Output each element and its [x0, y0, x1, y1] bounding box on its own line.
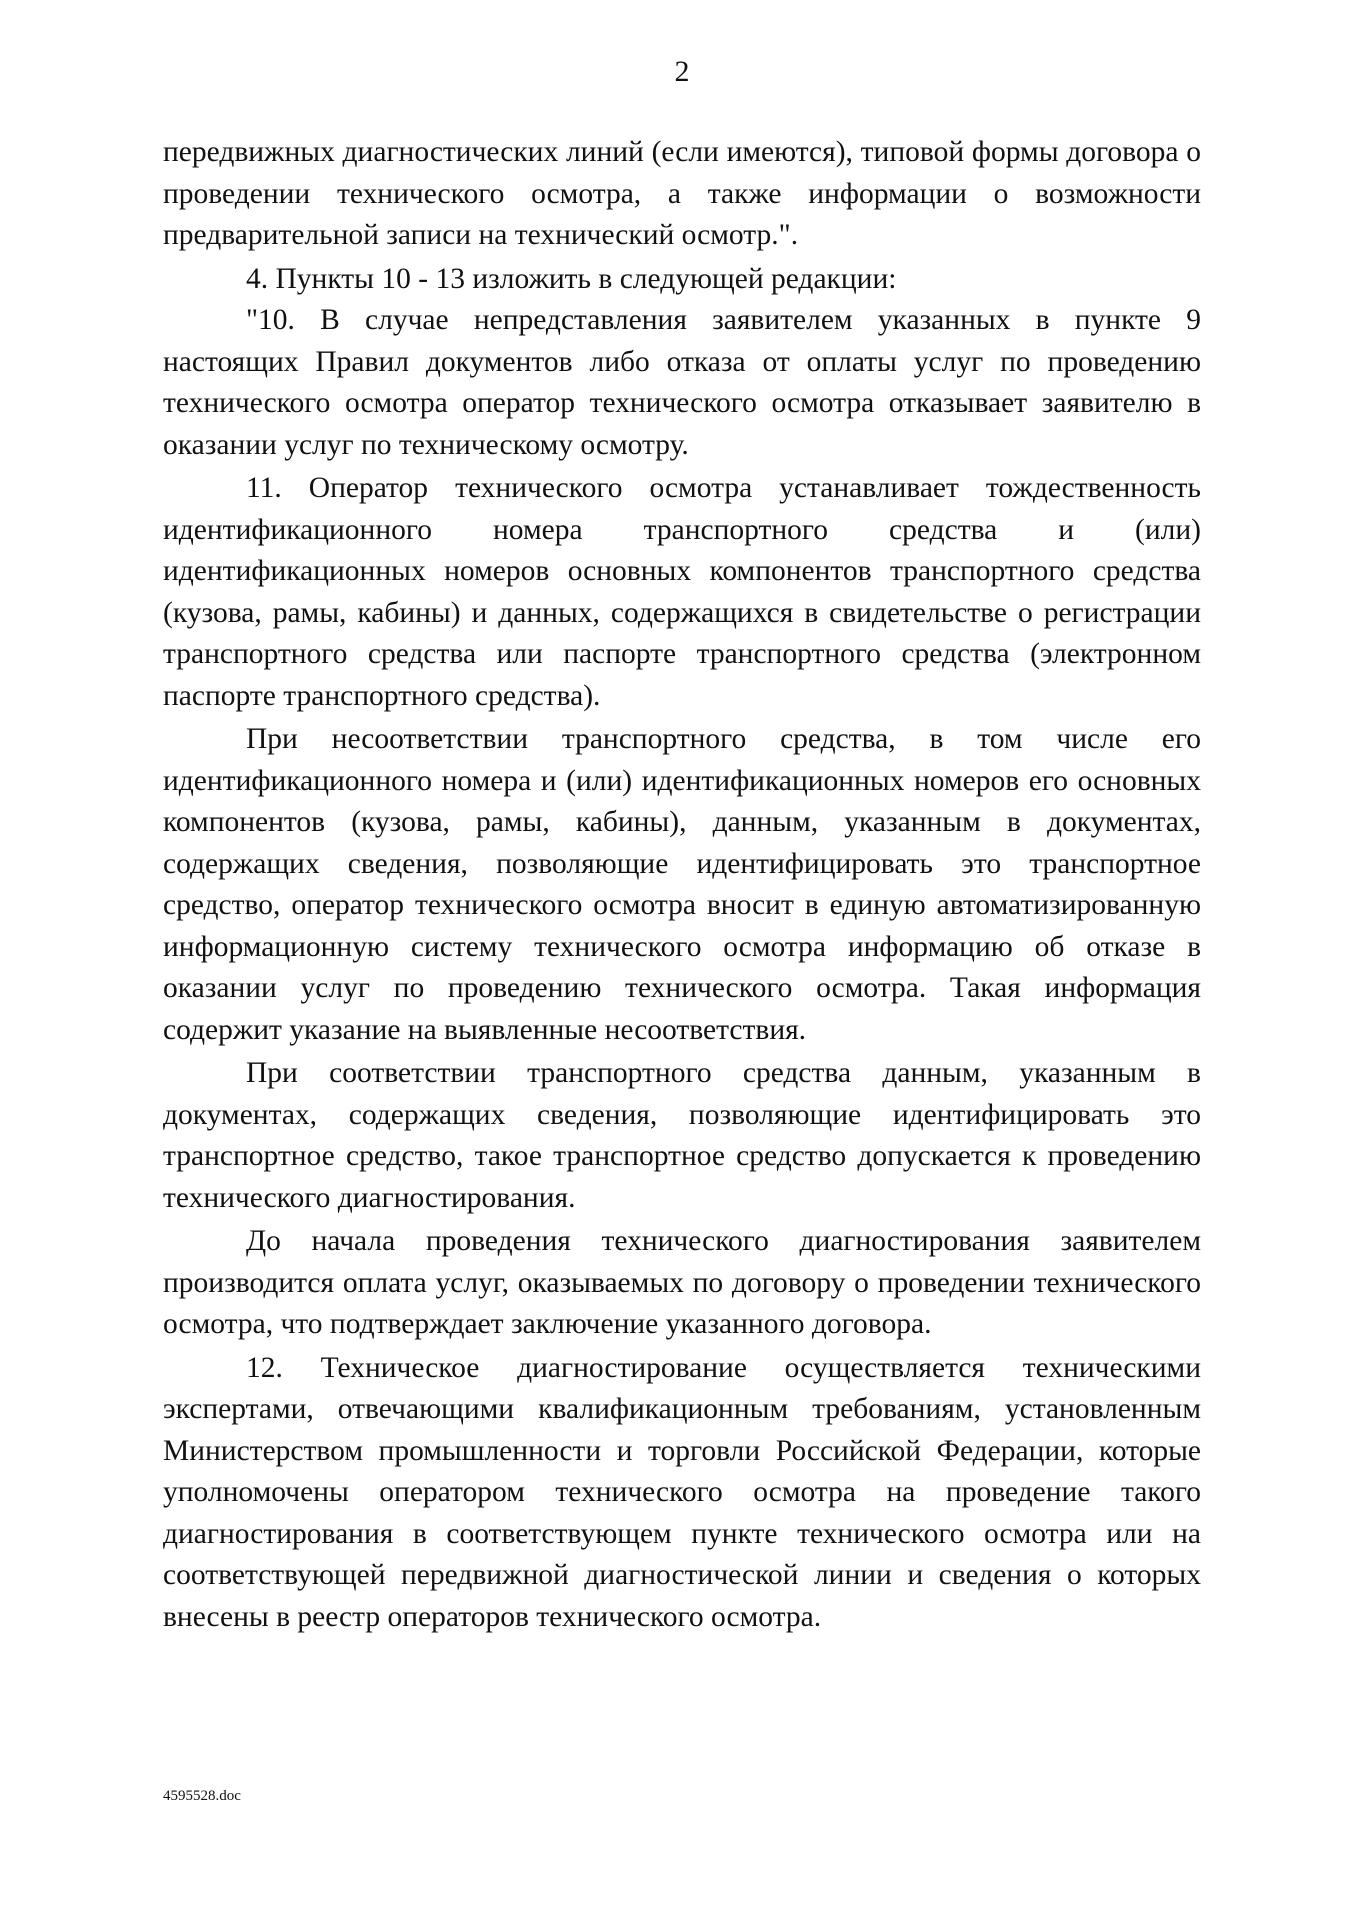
paragraph-item-4: 4. Пункты 10 - 13 изложить в следующей редакции:	[246, 262, 897, 295]
paragraph-continuation: передвижных диагностических линий (если имеются), типовой формы договора о проведении технического осмотра, а также информации о возможности предварительной записи на технический осмотр.".	[163, 136, 1201, 251]
paragraph-match: При соответствии транспортного средства данным, указанным в документах, содержащих сведения, позволяющие идентифицировать это транспортное средство, такое транспортное средство допускается к проведению технического диагностирования.	[163, 1057, 1201, 1214]
paragraph-mismatch: При несоответствии транспортного средства, в том числе его идентификационного номера и (или) идентификационных номеров его основных компонентов (кузова, рамы, кабины), данным, указанным в документах, содержащих сведения, позволяющие идентифицировать это транспортное средство, оператор технического осмотра вносит в единую автоматизированную информационную систему технического осмотра информацию об отказе в оказании услуг по проведению технического осмотра. Такая информация содержит указание на выявленные несоответствия.	[163, 723, 1201, 1046]
document-id: 4595528.doc	[163, 1788, 241, 1804]
document-body	[163, 132, 1201, 1638]
paragraph-point-10: "10. В случае непредставления заявителем указанных в пункте 9 настоящих Правил документов либо отказа от оплаты услуг по проведению технического осмотра оператор технического осмотра отказывает заявителю в оказании услуг по техническому осмотру.	[163, 304, 1201, 461]
paragraph-point-11: 11. Оператор технического осмотра устанавливает тождественность идентификационного номера транспортного средства и (или) идентификационных номеров основных компонентов транспортного средства (кузова, рамы, кабины) и данных, содержащихся в свидетельстве о регистрации транспортного средства или паспорте транспортного средства (электронном паспорте транспортного средства).	[163, 472, 1201, 712]
page-number: 2	[674, 55, 690, 88]
paragraph-payment: До начала проведения технического диагностирования заявителем производится оплата услуг, оказываемых по договору о проведении технического осмотра, что подтверждает заключение указанного договора.	[163, 1225, 1201, 1340]
paragraph-point-12: 12. Техническое диагностирование осуществляется техническими экспертами, отвечающими квалификационным требованиям, установленным Министерством промышленности и торговли Российской Федерации, которые уполномочены оператором технического осмотра на проведение такого диагностирования в соответствующем пункте технического осмотра или на соответствующей передвижной диагностической линии и сведения о которых внесены в реестр операторов технического осмотра.	[163, 1351, 1201, 1633]
